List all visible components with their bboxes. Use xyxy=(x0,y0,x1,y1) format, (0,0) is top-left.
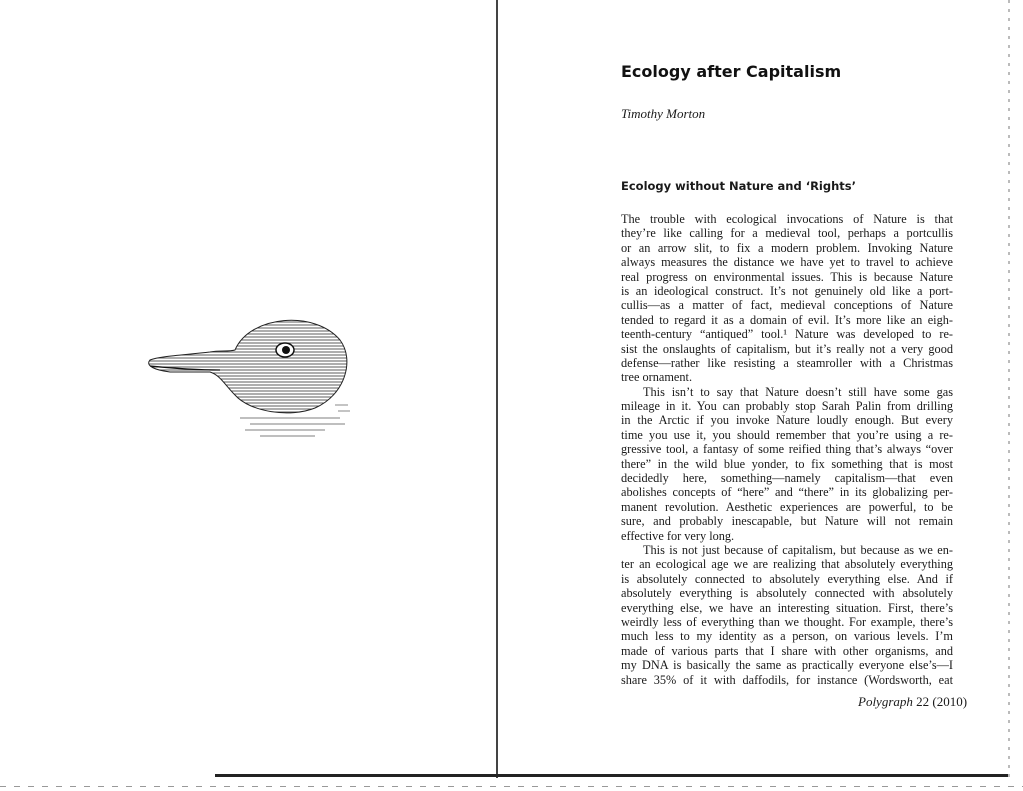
duck-rabbit-illustration xyxy=(140,300,360,450)
body-text-line: my DNA is basically the same as practically everyone else’s—I xyxy=(621,658,953,673)
section-heading: Ecology without Nature and ‘Rights’ xyxy=(621,179,857,193)
body-text-line: tree ornament. xyxy=(621,370,693,385)
body-text-line: sure, and probably inescapable, but Nature will not remain xyxy=(621,514,953,529)
body-text-line: there” in the wild blue yonder, to fix something that is most xyxy=(621,456,953,471)
body-text-line: gressive tool, a fantasy of some reified thing that’s always “over xyxy=(621,442,953,457)
body-text-line: cullis—as a matter of fact, medieval conceptions of Nature xyxy=(621,298,953,313)
body-text-line: manent revolution. Aesthetic experiences are powerful, to be xyxy=(621,499,953,514)
body-text-line: defense—rather like resisting a steamroller with a Christmas xyxy=(621,355,953,370)
body-text-line: much less to my identity as a person, on various levels. I’m xyxy=(621,629,953,644)
journal-citation: 22 (2010) xyxy=(912,694,968,709)
body-text-line: mileage in it. You can probably stop Sarah Palin from drilling xyxy=(621,399,953,414)
body-text-line: sist the onslaughts of capitalism, but it’s really not a very good xyxy=(621,341,953,356)
body-text-line: real progress on environmental issues. This is because Nature xyxy=(621,269,953,284)
body-text-line: weirdly less of everything than we thought. For example, there’s xyxy=(621,614,953,629)
body-text-line: teenth-century “antiqued” tool.¹ Nature was developed to re- xyxy=(621,327,953,342)
body-text-line: This isn’t to say that Nature doesn’t still have some gas xyxy=(643,384,953,399)
body-text-line: The trouble with ecological invocations of Nature is that xyxy=(621,212,953,226)
body-text-line: made of various parts that I share with other organisms, and xyxy=(621,643,953,658)
body-text-line: This is not just because of capitalism, but because as we en- xyxy=(643,542,953,557)
body-text-line: share 35% of it with daffodils, for instance (Wordsworth, eat xyxy=(621,672,953,687)
body-text-line: absolutely everything is absolutely connected with absolutely xyxy=(621,586,953,601)
body-text-line: effective for very long. xyxy=(621,528,735,543)
body-text-line: or an arrow slit, to fix a modern problem. Invoking Nature xyxy=(621,240,953,255)
body-text-line: in the Arctic if you invoke Nature loudly enough. But every xyxy=(621,413,953,428)
article-author: Timothy Morton xyxy=(621,106,706,121)
scan-edge xyxy=(0,786,1023,787)
body-text-line: is an ideological construct. It’s not genuinely old like a port- xyxy=(621,283,953,298)
journal-name: Polygraph xyxy=(858,694,913,709)
page-gutter xyxy=(496,0,498,778)
body-text-line: abolishes concepts of “here” and “there” in its globalizing per- xyxy=(621,485,953,500)
body-text-line: time you use it, you should remember that you’re using a re- xyxy=(621,427,953,442)
body-text-line: everything else, we have an interesting situation. First, there’s xyxy=(621,600,953,615)
body-text-line: ter an ecological age we are realizing that absolutely everything xyxy=(621,557,953,572)
page-bottom-edge xyxy=(215,774,1010,777)
body-text-line: decidedly here, something—namely capitalism—that even xyxy=(621,471,953,486)
article-title: Ecology after Capitalism xyxy=(621,62,842,81)
page-footer xyxy=(858,694,967,710)
body-text-line: always measures the distance we have yet to travel to achieve xyxy=(621,255,953,270)
article-body xyxy=(621,212,953,687)
body-text-line: is absolutely connected to absolutely everything else. And if xyxy=(621,571,953,586)
body-text-line: tended to regard it as a domain of evil. It’s more like an eigh- xyxy=(621,312,953,327)
page-right-edge xyxy=(1008,0,1010,780)
body-text-line: they’re like calling for a medieval tool, perhaps a portcullis xyxy=(621,226,953,241)
